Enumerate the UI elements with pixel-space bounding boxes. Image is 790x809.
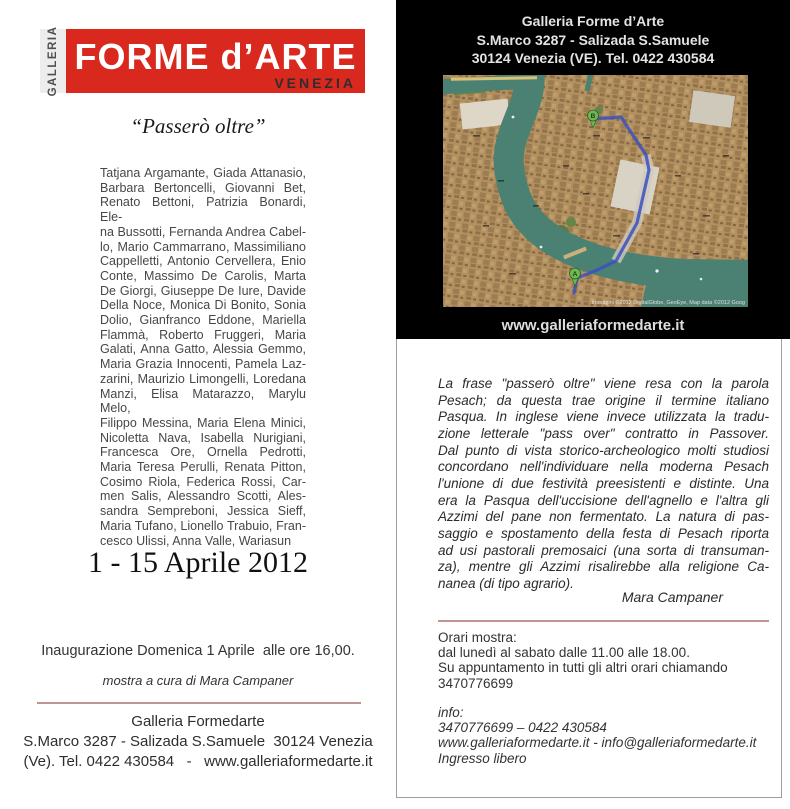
exhibition-title: “Passerò oltre” [130,114,266,138]
website-banner: www.galleriaformedarte.it [501,317,685,334]
text-line: l'unione di due festività preesistenti e distinte. Una [438,475,769,491]
text-line: Della Noce, Monica Di Bonito, Sonia [100,298,306,313]
footer-address: S.Marco 3287 - Salizada S.Samuele 30124 Venezia [23,733,373,750]
text-line: Conte, Massimo De Carolis, Marta [100,268,306,283]
right-header [396,12,790,68]
essay-author: Mara Campaner [621,589,723,605]
map-credit: Immagini ©2012 DigitalGlobe, GeoEye, Map data ©2012 Goog [591,300,745,306]
footer-contacts: (Ve). Tel. 0422 430584 - www.galleriaformedarte.it [23,753,373,770]
info-phones: 3470776699 – 0422 430584 [438,720,607,736]
hours-title: Orari mostra: [438,630,517,645]
logo-red-box [66,29,365,93]
text-line: men Salis, Alessandro Scotti, Ales- [100,489,306,504]
text-line: Maria Grazia Innocenti, Pamela Laz- [100,357,306,372]
text-line: La frase "passerò oltre" viene resa con la parola [438,376,769,391]
text-line: Nicoletta Nava, Isabella Nurigiani, [100,430,306,445]
inauguration-note: Inaugurazione Domenica 1 Aprile alle ore 16,00. [41,643,355,659]
text-line: Maria Teresa Perulli, Renata Pitton, [100,460,306,475]
text-line: Flammà, Roberto Fruggeri, Maria [100,327,306,342]
text-line: Azzimi del pane non fermentato. La natura di pas- [438,509,769,525]
info-title: info: [438,705,464,720]
right-divider [438,620,769,622]
text-line: Maria Tufano, Lionello Trabuio, Fran- [100,518,306,533]
hours-line: Su appuntamento in tutti gli altri orari chiamando [438,660,728,676]
hours-line: dal lunedì al sabato dalle 11.00 alle 18.00. [438,645,690,661]
text-line: na Bussotti, Fernanda Andrea Cabel- [100,224,306,239]
logo-vertical-text: GALLERIA [47,25,59,97]
info-web-mail: www.galleriaformedarte.it - info@galleriaformedarte.it [438,735,757,751]
text-line: nanea (di tipo agrario). [438,575,574,591]
hours-phone: 3470776699 [438,675,514,691]
text-line: Galati, Anna Gatto, Alessia Gemmo, [100,342,306,357]
logo-main-text: FORME d’ARTE [74,36,357,77]
text-line: Pasqua. In inglese viene invece utilizzata la tradu- [438,409,769,425]
text-line: Manzi, Elisa Matarazzo, Marylu Melo, [100,386,306,416]
text-line: Pesach; da questa trae origine il termine italiano [438,392,769,408]
text-line: Cappelletti, Antonio Cervellera, Enio [100,254,306,269]
info-section [438,705,778,766]
exhibition-dates: 1 - 15 Aprile 2012 [88,546,308,579]
text-line: Francesca Ore, Ornella Pedrotti, [100,445,306,460]
text-line: Filippo Messina, Maria Elena Minici, [100,415,306,430]
right-info-box [396,339,782,798]
text-line: era la Pasqua dell'uccisione dell'agnello e l'altra gli [438,492,769,508]
text-line: Cosimo Riola, Federica Rossi, Car- [100,474,306,489]
svg-text:A: A [572,271,578,278]
text-line: cesco Ulissi, Anna Valle, Wariasun [100,533,292,548]
text-line: zione letterale "pass over" contratto in Passover. [438,425,769,441]
text-line: De Giorgi, Giuseppe De Iure, Davide [100,283,306,298]
text-line: lo, Mario Cammarrano, Massimiliano [100,239,306,254]
text-line: Renato Bettoni, Patrizia Bonardi, Ele- [100,195,306,225]
left-divider [37,702,361,704]
artist-list [100,166,306,548]
text-line: Barbara Bertoncelli, Giovanni Bet, [100,180,306,195]
header-address: S.Marco 3287 - Salizada S.Samuele [476,31,710,48]
logo-city-text: VENEZIA [274,75,356,91]
info-admission: Ingresso libero [438,750,527,766]
hours-section [438,630,778,691]
essay-text [438,376,769,593]
text-line: Dal punto di vista storico-archeologico molti studiosi [438,442,769,458]
text-line: Tatjana Argamante, Giada Attanasio, [100,166,306,180]
text-line: zarini, Maurizio Limongelli, Loredana [100,371,306,386]
svg-text:B: B [590,113,596,120]
text-line: sandra Sempreboni, Jessica Sieff, [100,504,306,519]
logo-vertical-strip [40,25,66,97]
text-line: ad usi pastorali premosaici (una sorta di transuman- [438,542,769,558]
curator-note: mostra a cura di Mara Campaner [102,673,294,688]
gallery-logo [40,25,365,97]
text-line: za), mentre gli Azzimi risalirebbe alla religione Ca- [438,559,769,575]
footer-gallery-name: Galleria Formedarte [131,713,265,730]
header-city-tel: 30124 Venezia (VE). Tel. 0422 430584 [471,50,715,66]
text-line: saggio e spostamento della festa di Pesach riporta [438,525,769,541]
venice-satellite-map [443,75,748,307]
text-line: concordano nell'individuare nella moderna Pesach [438,459,769,475]
text-line: Dolio, Gianfranco Eddone, Mariella [100,313,306,328]
header-gallery-name: Galleria Forme d’Arte [521,13,665,29]
gallery-footer [0,712,396,772]
